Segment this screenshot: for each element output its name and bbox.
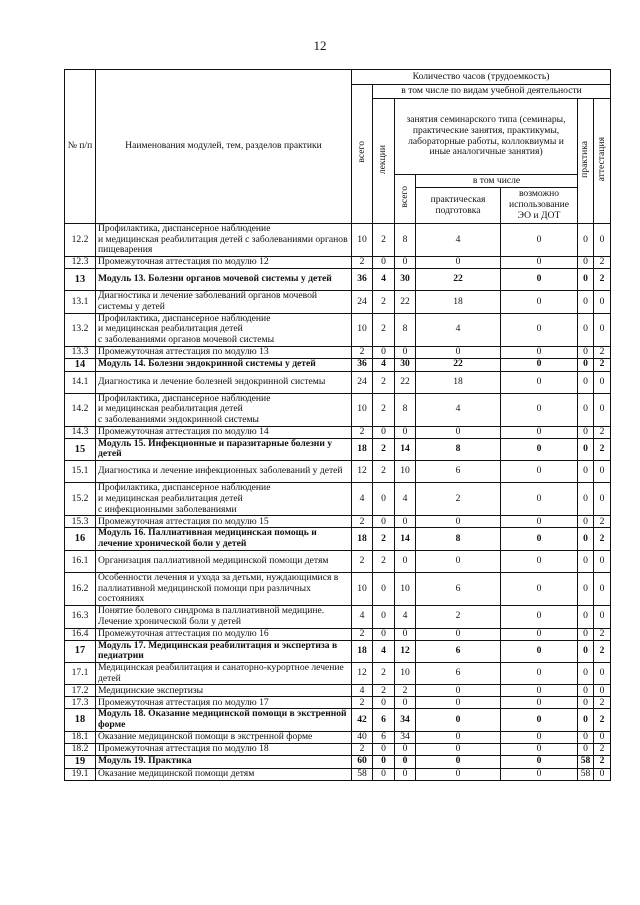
row-eo-dot: 0	[501, 731, 578, 743]
row-seminars: 14	[395, 528, 416, 550]
row-practice: 0	[578, 358, 594, 371]
row-attestation: 0	[594, 313, 611, 346]
row-seminars: 10	[395, 461, 416, 483]
row-number: 14.2	[65, 393, 96, 426]
row-seminars: 4	[395, 483, 416, 516]
row-name: Медицинская реабилитация и санаторно-курортное лечение детей	[96, 663, 352, 685]
row-seminars: 34	[395, 731, 416, 743]
curriculum-table	[64, 69, 611, 781]
table-row	[65, 313, 611, 346]
row-practical: 8	[416, 528, 501, 550]
row-practice: 0	[578, 313, 594, 346]
row-lectures: 0	[373, 483, 395, 516]
row-total: 42	[352, 709, 373, 731]
row-total: 10	[352, 572, 373, 605]
row-lectures: 2	[373, 528, 395, 550]
row-lectures: 0	[373, 516, 395, 528]
row-number: 15.2	[65, 483, 96, 516]
row-number: 15.1	[65, 461, 96, 483]
row-attestation: 2	[594, 516, 611, 528]
row-seminars: 0	[395, 257, 416, 269]
row-practice: 0	[578, 224, 594, 257]
row-number: 12.3	[65, 257, 96, 269]
row-practice: 0	[578, 257, 594, 269]
row-number: 14	[65, 358, 96, 371]
row-lectures: 2	[373, 291, 395, 313]
row-practice: 0	[578, 709, 594, 731]
row-lectures: 6	[373, 731, 395, 743]
row-lectures: 4	[373, 269, 395, 291]
row-total: 24	[352, 291, 373, 313]
row-attestation: 2	[594, 269, 611, 291]
row-total: 2	[352, 550, 373, 572]
row-seminars: 0	[395, 550, 416, 572]
row-attestation: 0	[594, 606, 611, 628]
module-row	[65, 640, 611, 662]
module-row	[65, 528, 611, 550]
row-seminars: 34	[395, 709, 416, 731]
row-lectures: 2	[373, 393, 395, 426]
row-attestation: 0	[594, 461, 611, 483]
row-attestation: 0	[594, 731, 611, 743]
row-practice: 0	[578, 572, 594, 605]
row-lectures: 2	[373, 550, 395, 572]
row-eo-dot: 0	[501, 640, 578, 662]
row-name: Профилактика, диспансерное наблюдение и медицинская реабилитация детей с заболеваниями органов пищеварения	[96, 224, 352, 257]
row-name: Модуль 18. Оказание медицинской помощи в экстренной форме	[96, 709, 352, 731]
row-practical: 0	[416, 731, 501, 743]
header-practical: практическая подготовка	[416, 188, 501, 224]
row-practice: 58	[578, 755, 594, 768]
row-total: 2	[352, 516, 373, 528]
row-lectures: 0	[373, 743, 395, 755]
row-name: Профилактика, диспансерное наблюдение и медицинская реабилитация детей с заболеваниями органов мочевой системы	[96, 313, 352, 346]
row-total: 40	[352, 731, 373, 743]
row-practical: 0	[416, 346, 501, 358]
row-attestation: 2	[594, 628, 611, 640]
row-name: Модуль 19. Практика	[96, 755, 352, 768]
table-row	[65, 483, 611, 516]
row-seminars: 0	[395, 346, 416, 358]
row-name: Промежуточная аттестация по модулю 14	[96, 426, 352, 438]
row-name: Организация паллиативной медицинской помощи детям	[96, 550, 352, 572]
row-practice: 0	[578, 269, 594, 291]
row-practical: 2	[416, 483, 501, 516]
row-attestation: 0	[594, 685, 611, 697]
row-eo-dot: 0	[501, 697, 578, 709]
row-attestation: 2	[594, 426, 611, 438]
table-row	[65, 606, 611, 628]
row-number: 13.2	[65, 313, 96, 346]
row-seminars: 8	[395, 224, 416, 257]
row-number: 18	[65, 709, 96, 731]
row-seminars: 0	[395, 755, 416, 768]
row-practice: 0	[578, 640, 594, 662]
row-attestation: 0	[594, 393, 611, 426]
row-total: 2	[352, 628, 373, 640]
row-name: Оказание медицинской помощи в экстренной форме	[96, 731, 352, 743]
header-seminar-total: всего	[395, 175, 416, 224]
row-practical: 0	[416, 257, 501, 269]
row-name: Понятие болевого синдрома в паллиативной медицине. Лечение хронической боли у детей	[96, 606, 352, 628]
row-seminars: 0	[395, 697, 416, 709]
row-practice: 0	[578, 438, 594, 460]
row-name: Промежуточная аттестация по модулю 16	[96, 628, 352, 640]
row-eo-dot: 0	[501, 755, 578, 768]
row-lectures: 0	[373, 628, 395, 640]
row-number: 16	[65, 528, 96, 550]
row-lectures: 2	[373, 438, 395, 460]
row-attestation: 2	[594, 755, 611, 768]
row-practice: 0	[578, 516, 594, 528]
table-body	[65, 224, 611, 781]
row-attestation: 2	[594, 438, 611, 460]
row-lectures: 0	[373, 697, 395, 709]
row-practical: 4	[416, 393, 501, 426]
row-practice: 0	[578, 371, 594, 393]
row-practice: 58	[578, 768, 594, 780]
row-eo-dot: 0	[501, 550, 578, 572]
row-attestation: 2	[594, 358, 611, 371]
row-total: 10	[352, 313, 373, 346]
row-number: 19.1	[65, 768, 96, 780]
row-attestation: 2	[594, 346, 611, 358]
table-row	[65, 346, 611, 358]
row-number: 16.4	[65, 628, 96, 640]
row-practical: 6	[416, 640, 501, 662]
header-hours: Количество часов (трудоемкость)	[352, 70, 611, 85]
row-practice: 0	[578, 743, 594, 755]
row-attestation: 2	[594, 257, 611, 269]
row-eo-dot: 0	[501, 393, 578, 426]
row-practice: 0	[578, 628, 594, 640]
row-name: Диагностика и лечение заболеваний органов мочевой системы у детей	[96, 291, 352, 313]
row-total: 18	[352, 438, 373, 460]
row-practical: 0	[416, 697, 501, 709]
row-seminars: 30	[395, 269, 416, 291]
row-practical: 4	[416, 224, 501, 257]
row-lectures: 4	[373, 358, 395, 371]
table-row	[65, 685, 611, 697]
header-eo-dot: возможно использование ЭО и ДОТ	[501, 188, 578, 224]
row-practical: 18	[416, 371, 501, 393]
row-lectures: 0	[373, 346, 395, 358]
row-practical: 2	[416, 606, 501, 628]
row-practical: 0	[416, 550, 501, 572]
row-name: Особенности лечения и ухода за детьми, нуждающимися в паллиативной медицинской помощи при различных состояниях	[96, 572, 352, 605]
table-row	[65, 697, 611, 709]
table-row	[65, 291, 611, 313]
row-eo-dot: 0	[501, 709, 578, 731]
row-number: 17.1	[65, 663, 96, 685]
row-lectures: 2	[373, 663, 395, 685]
row-practice: 0	[578, 606, 594, 628]
table-row	[65, 393, 611, 426]
row-number: 13.1	[65, 291, 96, 313]
row-eo-dot: 0	[501, 438, 578, 460]
row-total: 2	[352, 743, 373, 755]
row-total: 36	[352, 269, 373, 291]
row-eo-dot: 0	[501, 224, 578, 257]
page-number: 12	[313, 38, 327, 53]
row-practice: 0	[578, 697, 594, 709]
row-practical: 0	[416, 426, 501, 438]
table-row	[65, 371, 611, 393]
header-lectures: лекции	[373, 99, 395, 224]
row-name: Медицинские экспертизы	[96, 685, 352, 697]
row-practice: 0	[578, 426, 594, 438]
row-attestation: 2	[594, 743, 611, 755]
row-name: Профилактика, диспансерное наблюдение и медицинская реабилитация детей с инфекционными заболеваниями	[96, 483, 352, 516]
row-practice: 0	[578, 731, 594, 743]
header-attestation: аттестация	[594, 99, 611, 224]
row-total: 12	[352, 663, 373, 685]
row-practical: 6	[416, 663, 501, 685]
row-total: 24	[352, 371, 373, 393]
row-name: Модуль 13. Болезни органов мочевой системы у детей	[96, 269, 352, 291]
row-total: 12	[352, 461, 373, 483]
table-row	[65, 572, 611, 605]
table-row	[65, 257, 611, 269]
row-total: 58	[352, 768, 373, 780]
row-seminars: 4	[395, 606, 416, 628]
row-practical: 0	[416, 685, 501, 697]
table-row	[65, 663, 611, 685]
row-seminars: 10	[395, 572, 416, 605]
row-practical: 22	[416, 358, 501, 371]
row-attestation: 2	[594, 709, 611, 731]
header-num: № п/п	[65, 70, 96, 224]
row-seminars: 8	[395, 313, 416, 346]
row-seminars: 0	[395, 743, 416, 755]
row-number: 17.3	[65, 697, 96, 709]
row-eo-dot: 0	[501, 426, 578, 438]
row-attestation: 2	[594, 528, 611, 550]
header-name: Наименования модулей, тем, разделов практики	[96, 70, 352, 224]
row-name: Модуль 15. Инфекционные и паразитарные болезни у детей	[96, 438, 352, 460]
row-seminars: 10	[395, 663, 416, 685]
row-number: 16.3	[65, 606, 96, 628]
row-practical: 4	[416, 313, 501, 346]
row-name: Промежуточная аттестация по модулю 13	[96, 346, 352, 358]
row-seminars: 12	[395, 640, 416, 662]
row-name: Промежуточная аттестация по модулю 15	[96, 516, 352, 528]
table-row	[65, 628, 611, 640]
row-number: 19	[65, 755, 96, 768]
row-lectures: 6	[373, 709, 395, 731]
table-row	[65, 426, 611, 438]
module-row	[65, 358, 611, 371]
row-practice: 0	[578, 483, 594, 516]
row-name: Оказание медицинской помощи детям	[96, 768, 352, 780]
header-activities: в том числе по видам учебной деятельности	[373, 85, 611, 99]
header-total: всего	[352, 85, 373, 224]
row-number: 15.3	[65, 516, 96, 528]
row-practical: 6	[416, 572, 501, 605]
header-seminars: занятия семинарского типа (семинары, практические занятия, практикумы, лабораторные работы, коллоквиумы и иные аналогичные занятия)	[395, 99, 578, 175]
row-number: 15	[65, 438, 96, 460]
row-total: 2	[352, 697, 373, 709]
row-lectures: 2	[373, 224, 395, 257]
row-practical: 0	[416, 768, 501, 780]
row-lectures: 0	[373, 426, 395, 438]
row-seminars: 22	[395, 371, 416, 393]
row-eo-dot: 0	[501, 291, 578, 313]
row-practice: 0	[578, 291, 594, 313]
row-total: 10	[352, 224, 373, 257]
row-seminars: 0	[395, 426, 416, 438]
row-number: 14.1	[65, 371, 96, 393]
row-practical: 0	[416, 628, 501, 640]
table-row	[65, 768, 611, 780]
row-practical: 0	[416, 743, 501, 755]
row-practice: 0	[578, 685, 594, 697]
row-practical: 0	[416, 516, 501, 528]
row-lectures: 2	[373, 313, 395, 346]
row-eo-dot: 0	[501, 628, 578, 640]
row-practical: 0	[416, 709, 501, 731]
row-attestation: 0	[594, 572, 611, 605]
row-number: 13	[65, 269, 96, 291]
row-eo-dot: 0	[501, 346, 578, 358]
row-total: 4	[352, 483, 373, 516]
row-number: 16.1	[65, 550, 96, 572]
row-name: Модуль 14. Болезни эндокринной системы у детей	[96, 358, 352, 371]
row-total: 4	[352, 685, 373, 697]
row-practice: 0	[578, 393, 594, 426]
row-total: 2	[352, 426, 373, 438]
row-practice: 0	[578, 461, 594, 483]
row-number: 17.2	[65, 685, 96, 697]
row-total: 4	[352, 606, 373, 628]
row-name: Профилактика, диспансерное наблюдение и медицинская реабилитация детей с заболеваниями эндокринной системы	[96, 393, 352, 426]
row-practice: 0	[578, 346, 594, 358]
row-lectures: 0	[373, 755, 395, 768]
row-practice: 0	[578, 663, 594, 685]
row-eo-dot: 0	[501, 572, 578, 605]
row-eo-dot: 0	[501, 269, 578, 291]
row-seminars: 8	[395, 393, 416, 426]
header-including: в том числе	[416, 175, 578, 188]
row-eo-dot: 0	[501, 768, 578, 780]
row-total: 36	[352, 358, 373, 371]
row-practice: 0	[578, 550, 594, 572]
module-row	[65, 438, 611, 460]
row-lectures: 0	[373, 606, 395, 628]
row-number: 14.3	[65, 426, 96, 438]
row-practical: 0	[416, 755, 501, 768]
row-total: 18	[352, 528, 373, 550]
row-seminars: 2	[395, 685, 416, 697]
row-practical: 22	[416, 269, 501, 291]
module-row	[65, 269, 611, 291]
row-number: 18.2	[65, 743, 96, 755]
row-total: 2	[352, 257, 373, 269]
row-eo-dot: 0	[501, 685, 578, 697]
row-lectures: 0	[373, 257, 395, 269]
row-attestation: 0	[594, 371, 611, 393]
row-lectures: 2	[373, 685, 395, 697]
table-row	[65, 461, 611, 483]
row-seminars: 0	[395, 628, 416, 640]
row-practical: 6	[416, 461, 501, 483]
table-row	[65, 550, 611, 572]
row-name: Модуль 17. Медицинская реабилитация и экспертиза в педиатрии	[96, 640, 352, 662]
table-header	[65, 70, 611, 224]
row-lectures: 2	[373, 461, 395, 483]
row-seminars: 22	[395, 291, 416, 313]
table-row	[65, 743, 611, 755]
row-practical: 18	[416, 291, 501, 313]
header-practice: практика	[578, 99, 594, 224]
row-eo-dot: 0	[501, 483, 578, 516]
module-row	[65, 755, 611, 768]
row-name: Промежуточная аттестация по модулю 18	[96, 743, 352, 755]
table-row	[65, 731, 611, 743]
row-number: 12.2	[65, 224, 96, 257]
row-number: 17	[65, 640, 96, 662]
row-attestation: 2	[594, 640, 611, 662]
row-name: Модуль 16. Паллиативная медицинская помощь и лечение хронической боли у детей	[96, 528, 352, 550]
row-practice: 0	[578, 528, 594, 550]
row-attestation: 0	[594, 224, 611, 257]
row-total: 60	[352, 755, 373, 768]
row-name: Диагностика и лечение болезней эндокринной системы	[96, 371, 352, 393]
row-eo-dot: 0	[501, 606, 578, 628]
row-seminars: 30	[395, 358, 416, 371]
row-eo-dot: 0	[501, 516, 578, 528]
row-attestation: 0	[594, 550, 611, 572]
row-eo-dot: 0	[501, 461, 578, 483]
module-row	[65, 709, 611, 731]
row-eo-dot: 0	[501, 528, 578, 550]
row-eo-dot: 0	[501, 663, 578, 685]
row-attestation: 0	[594, 768, 611, 780]
row-total: 18	[352, 640, 373, 662]
row-number: 13.3	[65, 346, 96, 358]
row-lectures: 2	[373, 371, 395, 393]
row-attestation: 2	[594, 697, 611, 709]
row-attestation: 0	[594, 663, 611, 685]
row-name: Промежуточная аттестация по модулю 12	[96, 257, 352, 269]
row-name: Промежуточная аттестация по модулю 17	[96, 697, 352, 709]
row-attestation: 0	[594, 483, 611, 516]
row-total: 2	[352, 346, 373, 358]
row-eo-dot: 0	[501, 313, 578, 346]
row-lectures: 0	[373, 768, 395, 780]
row-eo-dot: 0	[501, 743, 578, 755]
row-number: 18.1	[65, 731, 96, 743]
row-lectures: 4	[373, 640, 395, 662]
row-attestation: 0	[594, 291, 611, 313]
row-eo-dot: 0	[501, 358, 578, 371]
row-seminars: 0	[395, 516, 416, 528]
row-eo-dot: 0	[501, 257, 578, 269]
row-seminars: 0	[395, 768, 416, 780]
table-row	[65, 224, 611, 257]
row-name: Диагностика и лечение инфекционных заболеваний у детей	[96, 461, 352, 483]
table-row	[65, 516, 611, 528]
row-total: 10	[352, 393, 373, 426]
row-lectures: 0	[373, 572, 395, 605]
row-number: 16.2	[65, 572, 96, 605]
row-seminars: 14	[395, 438, 416, 460]
row-practical: 8	[416, 438, 501, 460]
row-eo-dot: 0	[501, 371, 578, 393]
